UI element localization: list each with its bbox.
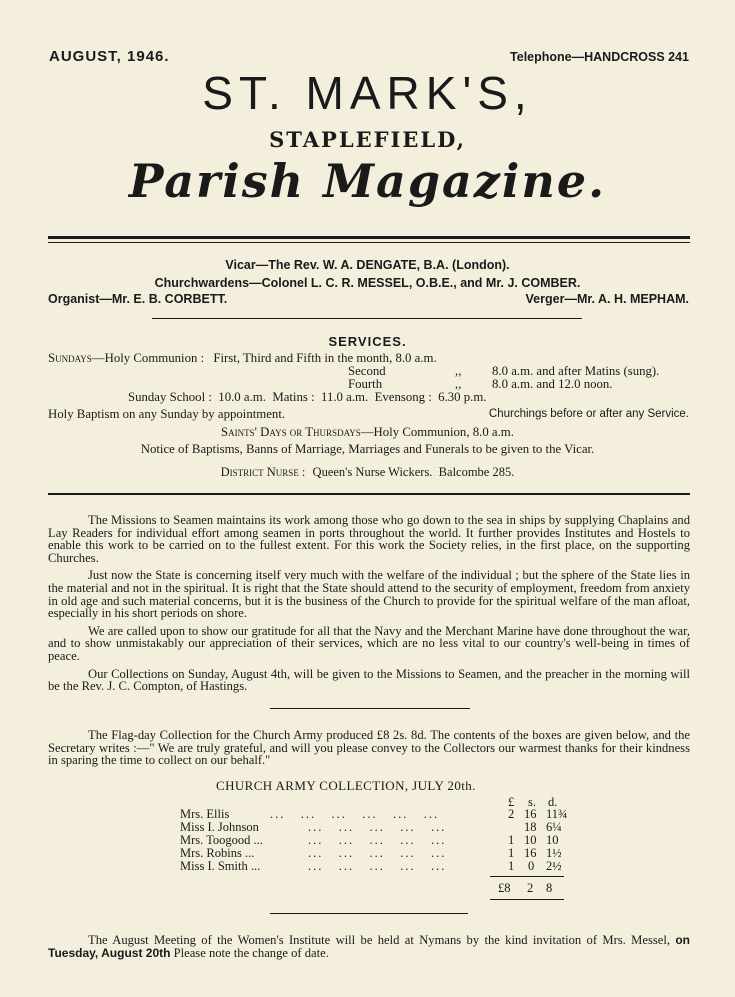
nurse-text: Queen's Nurse Wickers. Balcombe 285. xyxy=(312,465,515,479)
amount-d: 11¾ xyxy=(546,807,568,821)
clergy-rule xyxy=(152,318,582,319)
church-army-intro: The Flag-day Collection for the Church Army produced £8 2s. 8d. The contents of the boxes are given below, and the Secretary writes :—" We are truly grateful, and will you please convey to the Collectors our warmest thanks for their kindness in sparing the time to collect on our behalf." xyxy=(48,728,690,768)
hc-first: First, Third and Fifth in the month, 8.0 a.m. xyxy=(213,351,437,365)
missions-paragraph-4: Our Collections on Sunday, August 4th, will be given to the Missions to Seamen, and the preacher in the morning will be the Rev. J. C. Compton, of Hastings. xyxy=(48,666,690,694)
header-rule-thick xyxy=(48,236,690,239)
place-name: STAPLEFIELD, xyxy=(269,127,466,152)
amount-s: 18 xyxy=(524,820,537,834)
sundays-label: Sundays xyxy=(48,351,92,365)
services-title: SERVICES. xyxy=(328,334,407,349)
saints-hc: —Holy Communion, 8.0 a.m. xyxy=(360,425,514,439)
collector-name: Miss I. Johnson xyxy=(180,820,259,834)
amount-l: 2 xyxy=(508,807,515,821)
church-army-section xyxy=(48,729,690,767)
missions-section xyxy=(48,514,690,693)
amount-s: 0 xyxy=(528,859,535,873)
holy-communion-label: —Holy Communion : xyxy=(91,351,205,365)
missions-paragraph-2: Just now the State is concerning itself very much with the welfare of the individual ; but the sphere of the State lies in the material and not in the spiritual. It is right that the State should attend to the security of employment, freedom from anxiety in old age and such material concerns, but it is the business of the Church to provide for the spiritual welfare of the man afloat, especially in his short periods on shore. xyxy=(48,568,690,621)
collector-name: Mrs. Toogood ... xyxy=(180,833,263,847)
total-d: 8 xyxy=(546,881,553,895)
col-head-l: £ xyxy=(508,795,515,809)
col-head-s: s. xyxy=(528,795,536,809)
leader-dots: ... ... ... ... ... xyxy=(308,846,447,860)
leader-dots: ... ... ... ... ... xyxy=(308,859,447,873)
sunday-school-line: Sunday School : 10.0 a.m. Matins : 11.0 a.m. Evensong : 6.30 p.m. xyxy=(128,390,487,404)
amount-s: 10 xyxy=(524,833,537,847)
total-rule-bottom xyxy=(490,899,564,900)
amount-l: 1 xyxy=(508,859,515,873)
services-rule xyxy=(48,493,690,495)
amount-d: 6¼ xyxy=(546,820,562,834)
churchwardens-line: Churchwardens—Colonel L. C. R. MESSEL, O.B.E., and Mr. J. COMBER. xyxy=(154,276,581,290)
total-l: £8 xyxy=(498,881,511,895)
organist-line: Organist—Mr. E. B. CORBETT. xyxy=(48,292,228,306)
amount-d: 10 xyxy=(546,833,559,847)
fourth-ditto: ,, xyxy=(455,377,462,391)
leader-dots: ... ... ... ... ... ... xyxy=(270,807,440,821)
second-ditto: ,, xyxy=(455,364,462,378)
wi-notice xyxy=(48,934,690,960)
church-army-rule xyxy=(270,913,468,914)
col-head-d: d. xyxy=(548,795,558,809)
amount-l: 1 xyxy=(508,846,515,860)
missions-paragraph-3: We are called upon to show our gratitude for all that the Navy and the Merchant Marine have done throughout the war, and to show unmistakably our appreciation of their services, which are no less vital to our country's well-being in times of peace. xyxy=(48,623,690,663)
saints-days-label: Saints' Days or Thursdays xyxy=(221,425,361,439)
missions-rule xyxy=(270,708,470,709)
total-s: 2 xyxy=(527,881,534,895)
leader-dots: ... ... ... ... ... xyxy=(308,820,447,834)
wi-paragraph xyxy=(48,934,690,960)
amount-l: 1 xyxy=(508,833,515,847)
churchings-line: Churchings before or after any Service. xyxy=(488,408,689,420)
church-name: ST. MARK'S, xyxy=(202,67,533,119)
magazine-title: Parish Magazine. xyxy=(128,154,607,208)
saints-days-line xyxy=(0,425,735,440)
header-rule-thin xyxy=(48,242,690,243)
telephone: Telephone—HANDCROSS 241 xyxy=(510,50,689,64)
wi-date: on Tuesday, August 20th xyxy=(48,933,690,960)
collector-name: Mrs. Ellis xyxy=(180,807,230,821)
nurse-label: District Nurse : xyxy=(220,465,306,479)
vicar-line: Vicar—The Rev. W. A. DENGATE, B.A. (London). xyxy=(225,258,510,272)
amount-s: 16 xyxy=(524,807,537,821)
verger-line: Verger—Mr. A. H. MEPHAM. xyxy=(525,292,689,306)
amount-s: 16 xyxy=(524,846,537,860)
collector-name: Mrs. Robins ... xyxy=(180,846,255,860)
total-rule-top xyxy=(490,876,564,877)
amount-d: 2½ xyxy=(546,859,562,873)
leader-dots: ... ... ... ... ... xyxy=(308,833,447,847)
collection-table-title: CHURCH ARMY COLLECTION, JULY 20th. xyxy=(216,778,476,793)
issue-date: AUGUST, 1946. xyxy=(49,48,170,65)
amount-d: 1½ xyxy=(546,846,562,860)
second-time: 8.0 a.m. and after Matins (sung). xyxy=(492,364,660,378)
fourth-time: 8.0 a.m. and 12.0 noon. xyxy=(492,377,613,391)
nurse-line xyxy=(0,465,735,480)
baptism-line: Holy Baptism on any Sunday by appointment. xyxy=(48,407,286,421)
wi-text-1: The August Meeting of the Women's Institute will be held at Nymans by the kind invitation of Mrs. Messel, xyxy=(88,933,670,947)
second-label: Second xyxy=(348,364,386,378)
fourth-label: Fourth xyxy=(348,377,383,391)
wi-text-2: Please note the change of date. xyxy=(173,946,329,960)
missions-paragraph-1: The Missions to Seamen maintains its work among those who go down to the sea in ships by supplying Chaplains and Lay Readers for individual effort among seamen in ports throughout the world. It further provides Institutes and Hostels to enable this work to be carried on to the fullest extent. For this work the Society relies, in the first place, on the supporting Churches. xyxy=(48,513,690,565)
collector-name: Miss I. Smith ... xyxy=(180,859,261,873)
notice-line: Notice of Baptisms, Banns of Marriage, Marriages and Funerals to be given to the Vicar. xyxy=(140,442,595,456)
